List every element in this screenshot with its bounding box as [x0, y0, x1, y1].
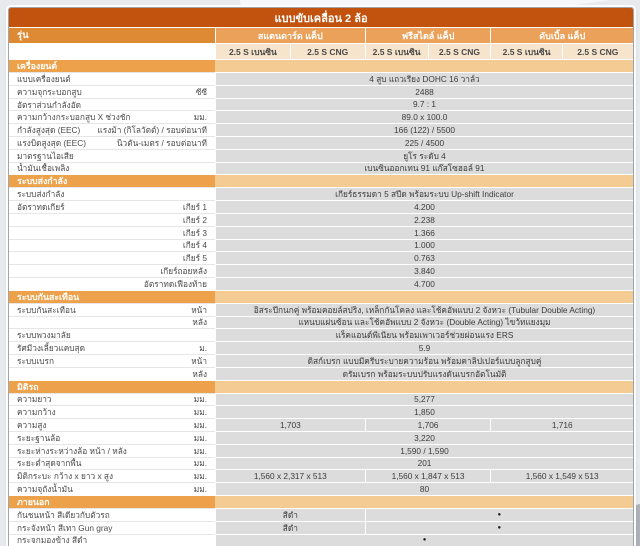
- value-cell: 201: [215, 458, 633, 470]
- section-header: [9, 495, 633, 508]
- row-values: [215, 200, 633, 213]
- row-label-cell: [9, 521, 215, 534]
- value-cell: 1.366: [215, 227, 633, 239]
- row-label-cell: [9, 534, 215, 546]
- spec-row: [9, 85, 633, 98]
- section-header: [9, 59, 633, 72]
- value-cell: ดรัมเบรก พร้อมระบบปรับแรงดันเบรกอัตโนมัติ: [215, 368, 633, 380]
- value-cell: แร็คแอนด์พีเนียน พร้อมเพาเวอร์ช่วยผ่อนแรง ERS: [215, 329, 633, 341]
- spec-row: [9, 431, 633, 444]
- row-sublabel: หน้า: [191, 304, 207, 315]
- value-cell: สีดำ: [215, 509, 365, 521]
- row-label-cell: [9, 72, 215, 85]
- row-values: [215, 277, 633, 290]
- row-values: [215, 239, 633, 252]
- section-header-fill: [215, 496, 633, 508]
- row-label-cell: [9, 277, 215, 290]
- row-label-cell: [9, 303, 215, 316]
- row-label-cell: [9, 354, 215, 367]
- row-sublabel: เกียร์ 3: [182, 227, 207, 238]
- row-label-cell: [9, 251, 215, 264]
- value-cell: 1,716: [490, 419, 633, 431]
- row-values: [215, 328, 633, 341]
- row-values: [215, 72, 633, 85]
- spec-row: [9, 328, 633, 341]
- value-cell: 2488: [215, 86, 633, 98]
- row-values: [215, 303, 633, 316]
- row-sublabel: มม.: [193, 484, 207, 495]
- row-label-cell: [9, 149, 215, 162]
- value-cell: อิสระปีกนกคู่ พร้อมคอยล์สปริง, เหล็กกันโคลง และโช้คอัพแบบ 2 จังหวะ (Tubular Double Acting): [215, 304, 633, 316]
- variant-label: 2.5 S CNG: [428, 44, 491, 59]
- spec-row: [9, 110, 633, 123]
- model-label: รุ่น: [17, 30, 29, 41]
- section-header: [9, 380, 633, 393]
- row-label-cell: [9, 110, 215, 123]
- value-cell: 4 สูบ แถวเรียง DOHC 16 วาล์ว: [215, 73, 633, 85]
- model-header-cell: [9, 28, 215, 43]
- row-sublabel: เกียร์ 2: [182, 214, 207, 225]
- value-cell: 1.000: [215, 240, 633, 252]
- value-cell: 225 / 4500: [215, 137, 633, 149]
- value-cell: 1,560 x 1,549 x 513: [490, 470, 633, 482]
- spec-row: [9, 239, 633, 252]
- spec-row: [9, 418, 633, 431]
- row-label: ระบบกันสะเทือน: [17, 304, 76, 315]
- variant-header-spacer: [9, 44, 215, 59]
- section-title: ระบบส่งกำลัง: [9, 175, 215, 187]
- spec-row: [9, 521, 633, 534]
- variant-header-row: [9, 43, 633, 59]
- value-cell: 1,850: [215, 406, 633, 418]
- row-label: ระบบพวงมาลัย: [17, 330, 71, 341]
- row-values: [215, 354, 633, 367]
- value-cell: 80: [215, 483, 633, 495]
- value-cell: เกียร์ธรรมดา 5 สปีด พร้อมระบบ Up-shift Indicator: [215, 188, 633, 200]
- value-cell: 0.763: [215, 252, 633, 264]
- section-title: มิติรถ: [9, 381, 215, 393]
- value-cell: 4.200: [215, 201, 633, 213]
- row-label: ระบบเบรก: [17, 355, 55, 366]
- row-label-cell: [9, 123, 215, 136]
- value-cell: 166 (122) / 5500: [215, 124, 633, 136]
- row-label-cell: [9, 469, 215, 482]
- row-values: [215, 316, 633, 329]
- variant-label: 2.5 S CNG: [290, 44, 365, 59]
- section-header-fill: [215, 175, 633, 187]
- value-cell: 3,220: [215, 432, 633, 444]
- spec-row: [9, 277, 633, 290]
- section-header-fill: [215, 60, 633, 72]
- row-sublabel: มม.: [193, 394, 207, 405]
- spec-row: [9, 98, 633, 111]
- variant-label: 2.5 S เบนซิน: [490, 44, 561, 59]
- row-label-cell: [9, 98, 215, 111]
- variant-label: 2.5 S CNG: [562, 44, 633, 59]
- row-values: [215, 521, 633, 534]
- section-header: [9, 174, 633, 187]
- row-label: กระจังหน้า สีเทา Gun gray: [17, 522, 113, 533]
- row-label: ความกว้างกระบอกสูบ X ช่วงชัก: [17, 112, 131, 123]
- row-label: กระจกมองข้าง สีดำ: [17, 535, 88, 546]
- row-label: ระบบส่งกำลัง: [17, 189, 65, 200]
- row-values: [215, 444, 633, 457]
- row-label-cell: [9, 187, 215, 200]
- cab-group-label: สแตนดาร์ด แค็ป: [215, 28, 365, 43]
- row-label-cell: [9, 200, 215, 213]
- row-sublabel: มม.: [193, 112, 207, 123]
- feature-bullet: ●: [365, 509, 633, 521]
- row-label: ความสูง: [17, 420, 47, 431]
- variant-label: 2.5 S เบนซิน: [365, 44, 428, 59]
- section-title: เครื่องยนต์: [9, 60, 215, 72]
- row-label: ความจุกระบอกสูบ: [17, 86, 82, 97]
- row-sublabel: มม.: [193, 471, 207, 482]
- spec-row: [9, 393, 633, 406]
- row-values: [215, 251, 633, 264]
- spec-row: [9, 264, 633, 277]
- feature-bullet: ●: [215, 535, 633, 546]
- value-cell: 1,560 x 2,317 x 513: [215, 470, 365, 482]
- row-label: อัตราทดเกียร์: [17, 202, 65, 213]
- value-cell: แหนบแผ่นซ้อน และโช้คอัพแบบ 2 จังหวะ (Double Acting) ไขว้ทแยงมุม: [215, 317, 633, 329]
- row-label-cell: [9, 444, 215, 457]
- spec-row: [9, 341, 633, 354]
- row-sublabel: มม.: [193, 407, 207, 418]
- row-label: กำลังสูงสุด (EEC): [17, 125, 81, 136]
- row-values: [215, 136, 633, 149]
- row-values: [215, 341, 633, 354]
- spec-row: [9, 149, 633, 162]
- row-label-cell: [9, 418, 215, 431]
- row-sublabel: แรงม้า (กิโลวัตต์) / รอบต่อนาที: [97, 125, 207, 136]
- section-header: [9, 290, 633, 303]
- value-cell: 5.9: [215, 342, 633, 354]
- feature-bullet: ●: [365, 522, 633, 534]
- row-values: [215, 98, 633, 111]
- row-label: ความกว้าง: [17, 407, 56, 418]
- value-cell: เบนซินออกเทน 91 แก๊สโซฮอล์ 91: [215, 163, 633, 175]
- spec-row: [9, 303, 633, 316]
- value-cell: สีดำ: [215, 522, 365, 534]
- value-cell: 89.0 x 100.0: [215, 111, 633, 123]
- row-values: [215, 162, 633, 175]
- row-label: อัตราส่วนกำลังอัด: [17, 99, 82, 110]
- row-sublabel: มม.: [193, 420, 207, 431]
- spec-row: [9, 200, 633, 213]
- row-label-cell: [9, 457, 215, 470]
- row-values: [215, 393, 633, 406]
- row-sublabel: หน้า: [191, 355, 207, 366]
- row-sublabel: เกียร์ 1: [182, 202, 207, 213]
- row-label-cell: [9, 316, 215, 329]
- spec-row: [9, 354, 633, 367]
- spec-row: [9, 469, 633, 482]
- row-sublabel: เกียร์ 4: [182, 240, 207, 251]
- value-cell: 5,277: [215, 394, 633, 406]
- value-cell: 1,560 x 1,847 x 513: [365, 470, 491, 482]
- value-cell: 9.7 : 1: [215, 99, 633, 111]
- spec-row: [9, 316, 633, 329]
- row-values: [215, 226, 633, 239]
- row-label: ระยะฐานล้อ: [17, 432, 61, 443]
- row-label-cell: [9, 508, 215, 521]
- row-values: [215, 534, 633, 546]
- row-label: น้ำมันเชื้อเพลิง: [17, 163, 70, 174]
- row-label-cell: [9, 213, 215, 226]
- row-sublabel: ม.: [199, 343, 207, 354]
- row-label: มิติกระบะ กว้าง x ยาว x สูง: [17, 471, 114, 482]
- spec-row: [9, 405, 633, 418]
- row-label: รัศมีวงเลี้ยวแคบสุด: [17, 343, 85, 354]
- row-values: [215, 213, 633, 226]
- row-values: [215, 418, 633, 431]
- row-label-cell: [9, 239, 215, 252]
- row-values: [215, 367, 633, 380]
- value-cell: 1,703: [215, 419, 365, 431]
- spec-row: [9, 162, 633, 175]
- spec-row: [9, 136, 633, 149]
- row-sublabel: หลัง: [192, 368, 207, 379]
- section-header-fill: [215, 381, 633, 393]
- row-sublabel: มม.: [193, 458, 207, 469]
- value-cell: ยูโร ระดับ 4: [215, 150, 633, 162]
- spec-row: [9, 367, 633, 380]
- row-values: [215, 431, 633, 444]
- section-title: ระบบกันสะเทือน: [9, 291, 215, 303]
- row-sublabel: มม.: [193, 445, 207, 456]
- row-values: [215, 482, 633, 495]
- row-values: [215, 508, 633, 521]
- row-sublabel: หลัง: [192, 317, 207, 328]
- section-title: ภายนอก: [9, 496, 215, 508]
- row-label-cell: [9, 328, 215, 341]
- row-sublabel: เกียร์ 5: [182, 253, 207, 264]
- spec-row: [9, 482, 633, 495]
- value-cell: 2.238: [215, 214, 633, 226]
- row-values: [215, 85, 633, 98]
- row-values: [215, 149, 633, 162]
- row-sublabel: นิวตัน-เมตร / รอบต่อนาที: [116, 137, 207, 148]
- spec-row: [9, 508, 633, 521]
- model-header-row: [9, 27, 633, 43]
- value-cell: ดิสก์เบรก แบบมีครีบระบายความร้อน พร้อมคาลิปเปอร์แบบลูกสูบคู่: [215, 355, 633, 367]
- row-values: [215, 457, 633, 470]
- row-label-cell: [9, 264, 215, 277]
- value-cell: 4.700: [215, 278, 633, 290]
- value-cell: 1,706: [365, 419, 491, 431]
- row-label-cell: [9, 341, 215, 354]
- spec-table: [8, 7, 634, 546]
- spec-row: [9, 251, 633, 264]
- variant-label: 2.5 S เบนซิน: [215, 44, 290, 59]
- row-label: ความยาว: [17, 394, 52, 405]
- value-cell: 1,590 / 1,590: [215, 445, 633, 457]
- row-label: ระยะห่างระหว่างล้อ หน้า / หลัง: [17, 445, 127, 456]
- spec-rows-container: [9, 59, 633, 546]
- spec-row: [9, 187, 633, 200]
- spec-row: [9, 444, 633, 457]
- row-label: ความจุถังน้ำมัน: [17, 484, 73, 495]
- row-label-cell: [9, 405, 215, 418]
- row-label: กันชนหน้า สีเดียวกับตัวรถ: [17, 509, 110, 520]
- row-label-cell: [9, 482, 215, 495]
- row-sublabel: ซีซี: [195, 86, 207, 97]
- row-label-cell: [9, 136, 215, 149]
- row-sublabel: มม.: [193, 432, 207, 443]
- row-label: แบบเครื่องยนต์: [17, 73, 71, 84]
- variant-header: [215, 44, 633, 59]
- value-cell: 3.840: [215, 265, 633, 277]
- row-label-cell: [9, 431, 215, 444]
- row-label-cell: [9, 85, 215, 98]
- row-label-cell: [9, 367, 215, 380]
- row-values: [215, 187, 633, 200]
- row-label-cell: [9, 226, 215, 239]
- cab-group-label: ดับเบิ้ล แค็ป: [490, 28, 633, 43]
- cab-group-label: ฟรีสไตล์ แค็ป: [365, 28, 491, 43]
- row-label-cell: [9, 162, 215, 175]
- section-header-fill: [215, 291, 633, 303]
- row-values: [215, 123, 633, 136]
- row-label: มาตรฐานไอเสีย: [17, 150, 74, 161]
- row-values: [215, 469, 633, 482]
- row-label: ระยะต่ำสุดจากพื้น: [17, 458, 82, 469]
- spec-row: [9, 457, 633, 470]
- row-sublabel: อัตราทดเฟืองท้าย: [143, 278, 207, 289]
- spec-row: [9, 534, 633, 546]
- table-title: [9, 8, 633, 27]
- spec-row: [9, 213, 633, 226]
- row-sublabel: เกียร์ถอยหลัง: [160, 266, 207, 277]
- cab-group-header: [215, 28, 633, 43]
- row-values: [215, 110, 633, 123]
- spec-row: [9, 72, 633, 85]
- row-label: แรงบิดสูงสุด (EEC): [17, 137, 86, 148]
- table-title-label: แบบขับเคลื่อน 2 ล้อ: [274, 12, 368, 25]
- spec-row: [9, 123, 633, 136]
- row-values: [215, 264, 633, 277]
- row-values: [215, 405, 633, 418]
- row-label-cell: [9, 393, 215, 406]
- spec-row: [9, 226, 633, 239]
